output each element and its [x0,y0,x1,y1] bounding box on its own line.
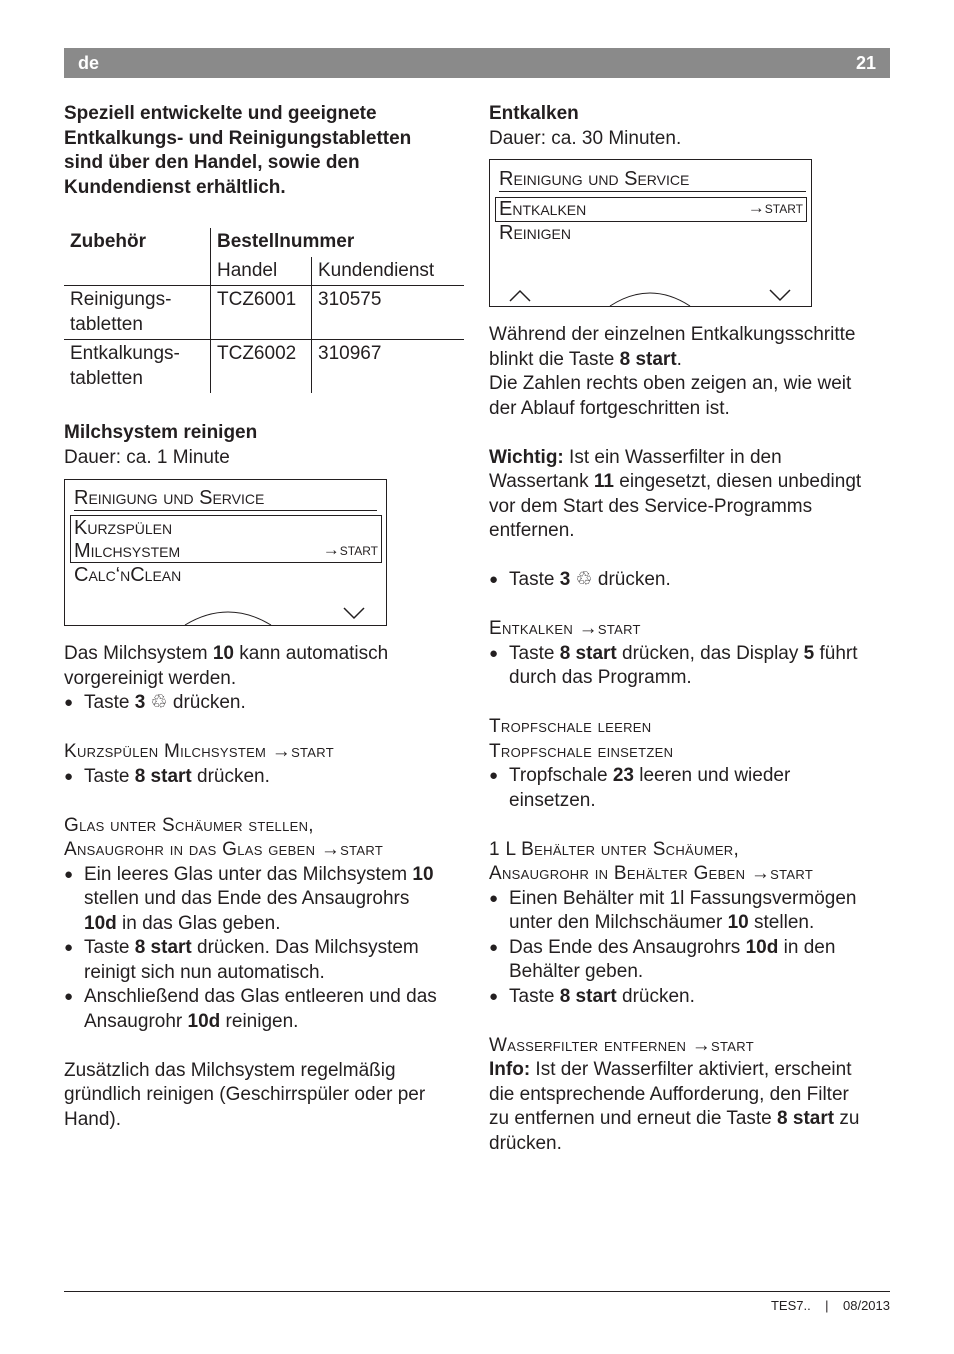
text: Wichtig: [489,446,564,468]
bullet-continuation: durch das Programm. [509,667,692,688]
table-cell: Reinigungs- [70,289,172,310]
text: Ist der Wasserfilter aktiviert, erscheint [530,1059,852,1080]
display-message: Wasserfilter entfernen →start [489,1034,754,1056]
table-subheader-kundendienst: Kundendienst [312,257,465,286]
display-curve [65,605,386,625]
bullet-item [64,691,469,716]
table-cell: 310575 [312,286,465,340]
duration-text: Dauer: ca. 30 Minuten. [489,127,682,149]
display-message: Tropfschale leeren [489,716,652,737]
left-column [64,102,469,200]
display-item-entkalken: Entkalken [499,198,587,220]
display-message: 1 L Behälter unter Schäumer, [489,838,740,860]
paragraph: vor dem Start des Service-Programms [489,495,813,517]
section-title: Entkalken [489,103,579,124]
text: blinkt die Taste [489,348,620,370]
footer-rule [64,1291,890,1292]
text: 8 start [559,642,617,664]
text: Tropfschale [509,765,613,786]
text: Taste [84,765,135,787]
bullet-continuation [489,911,894,936]
milk-section-head [64,421,469,470]
paragraph: Während der einzelnen Entkalkungsschritte [489,324,856,345]
text: drücken, das Display [616,642,804,664]
paragraph: Zusätzlich das Milchsystem regelmäßig [64,1059,396,1081]
text: 8 start [777,1108,835,1129]
section-title: Milchsystem reinigen [64,422,258,443]
text: Das Milchsystem [64,643,213,664]
table-cell: 310967 [312,340,465,394]
text: ♲ drücken. [570,569,671,590]
display-title: Reinigung und Service [74,487,377,511]
display-panel-descale [489,159,812,307]
text: 8 start [134,765,192,787]
bullet-item [64,765,469,790]
header-bar [64,48,890,78]
text: 5 [803,642,815,664]
footer [771,1298,890,1313]
display-message: Glas unter Schäumer stellen, [64,814,314,836]
table-row [64,286,464,340]
display-item-reinigen: Reinigen [499,222,572,244]
table-cell: tabletten [70,367,143,389]
paragraph: die entsprechende Aufforderung, den Filter [489,1083,849,1105]
table-cell: tabletten [70,313,143,335]
bullet-item [64,936,469,961]
paragraph: Hand). [64,1108,122,1130]
text: 10 [212,643,234,664]
paragraph: der Ablauf fortgeschritten ist. [489,397,730,419]
text: 8 start [559,985,617,1007]
text: führt [814,642,858,664]
left-body [64,642,469,1132]
chevron-down-icon [342,606,366,620]
intro-line: sind über den Handel, sowie den [64,152,360,173]
bullet-continuation: reinigt sich nun automatisch. [84,961,325,983]
paragraph: entfernen. [489,520,575,541]
display-message: Kurzspülen Milchsystem →start [64,741,334,762]
intro-line: Speziell entwickelte und geeignete [64,103,377,124]
text: Taste [509,985,560,1007]
text: 10 [727,912,749,933]
table-header-order-number: Bestellnummer [211,228,465,257]
table-cell: TCZ6002 [211,340,312,394]
accessories-table-wrap [64,228,464,393]
text: unter den Milchschäumer [509,912,728,933]
text: Wassertank [489,471,594,492]
text: in den [778,936,836,958]
paragraph [489,446,894,471]
text: Ein leeres Glas unter das Milchsystem [84,863,413,885]
table-cell: Entkalkungs- [70,343,180,364]
intro-line: Kundendienst erhältlich. [64,176,286,198]
footer-date: 08/2013 [843,1298,890,1313]
footer-separator: | [825,1298,829,1313]
display-title: Reinigung und Service [499,168,806,192]
bullet-item [489,985,894,1010]
table-cell: TCZ6001 [211,286,312,340]
display-message: Ansaugrohr in Behälter Geben →start [489,863,814,884]
text: drücken. Das Milchsystem [191,937,419,958]
text: in das Glas geben. [116,912,281,934]
display-start-arrow: →start [322,540,378,559]
text: drücken. [191,765,270,787]
text: 10 [412,863,434,885]
text: Taste [509,642,560,664]
display-start-arrow: →start [747,198,803,217]
text: Info: [489,1059,531,1080]
text: 8 start [619,348,677,370]
bullet-item [489,764,894,789]
text: Ist ein Wasserfilter in den [563,446,782,468]
display-curve [490,286,811,306]
display-item-calcnclean: Calc‘nClean [74,564,182,586]
display-message: Ansaugrohr in das Glas geben →start [64,839,384,860]
paragraph: Die Zahlen rechts oben zeigen an, wie weit [489,373,852,394]
paragraph [489,470,894,495]
display-panel-milk [64,479,387,626]
display-item-kurzspuelen: Kurzspülen [74,517,173,539]
text: ♲ drücken. [145,692,246,713]
bullet-item: ● Einen Behälter mit 1l Fassungsvermögen [489,887,894,912]
table-row [64,340,464,394]
paragraph [489,1058,894,1083]
bullet-item: ● Anschließend das Glas entleeren und das [64,985,469,1010]
text: eingesetzt, diesen unbedingt [613,471,862,492]
right-body [489,323,894,1156]
text: 10d [84,912,117,934]
text: 10d [187,1010,221,1032]
bullet-continuation [64,1010,469,1035]
text: reinigen. [220,1010,299,1032]
page-number: 21 [855,53,876,73]
footer-model: TES7.. [770,1298,811,1313]
text: Ansaugrohr [84,1010,188,1032]
display-message: Tropfschale einsetzen [489,740,674,762]
paragraph [489,1107,894,1132]
text: drücken. [616,985,695,1007]
text: leeren und wieder [633,765,791,786]
text: Das Ende des Ansaugrohrs [509,936,746,958]
duration-text: Dauer: ca. 1 Minute [64,446,230,468]
text: 10d [745,936,779,958]
display-item-milchsystem: Milchsystem [74,540,181,562]
text: stellen. [748,912,815,933]
text: 3 [559,569,571,590]
text: 11 [593,471,614,492]
table-subheader-handel: Handel [211,257,312,286]
bullet-item [64,863,469,888]
paragraph: vorgereinigt werden. [64,667,237,689]
accessories-table [64,228,464,393]
bullet-item [489,936,894,961]
bullet-item [489,642,894,667]
text: Taste [84,937,135,958]
text: 23 [612,765,634,786]
text: Taste [84,692,135,713]
text: 3 [134,692,146,713]
text: kann automatisch [234,643,389,664]
language-label: de [78,53,100,73]
text: zu entfernen und erneut die Taste [489,1108,778,1129]
table-header-accessory: Zubehör [70,231,146,252]
text: 8 start [134,937,192,958]
display-message: Entkalken →start [489,618,641,639]
intro-line: Entkalkungs- und Reinigungstabletten [64,127,412,149]
text: zu [834,1108,860,1129]
paragraph [489,348,894,373]
text: . [676,348,682,370]
bullet-continuation: stellen und das Ende des Ansaugrohrs [84,888,410,909]
bullet-continuation: Behälter geben. [509,961,644,982]
paragraph: gründlich reinigen (Geschirrspüler oder per [64,1084,426,1105]
chevron-down-icon [768,288,792,302]
paragraph [64,642,469,667]
bullet-item [489,568,894,593]
paragraph: drücken. [489,1132,562,1154]
text: Taste [509,569,560,590]
right-head [489,102,894,151]
bullet-continuation: einsetzen. [509,789,596,811]
bullet-continuation [64,912,469,937]
